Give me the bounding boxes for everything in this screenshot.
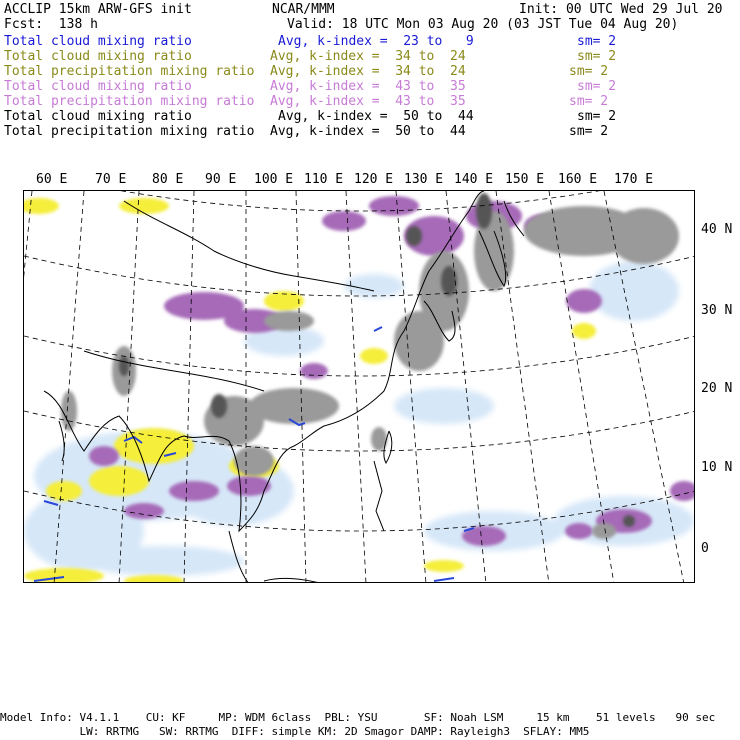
legend-sm: sm= 2: [569, 94, 609, 109]
legend-field: Total cloud mixing ratio: [4, 49, 192, 64]
model-info-line: Model Info: V4.1.1 CU: KF MP: WDM 6class PBL: YSU SF: Noah LSM 15 km 51 levels 90 sec: [0, 711, 716, 724]
legend-sm: sm= 2: [577, 34, 617, 49]
legend-sm: sm= 2: [577, 109, 617, 124]
lon-label: 110 E: [304, 172, 344, 187]
legend-sm: sm= 2: [577, 49, 617, 64]
model-info-footer: [0, 711, 740, 739]
legend-field: Total cloud mixing ratio: [4, 109, 192, 124]
lon-label: 60 E: [36, 172, 68, 187]
lon-label: 120 E: [354, 172, 394, 187]
lat-label: 20 N: [701, 381, 733, 396]
legend-field: Total precipitation mixing ratio: [4, 124, 255, 139]
lon-label: 130 E: [404, 172, 444, 187]
init-time: Init: 00 UTC Wed 29 Jul 20: [519, 2, 723, 17]
legend-avg: Avg, k-index = 43 to 35: [270, 94, 466, 109]
lon-label: 90 E: [205, 172, 237, 187]
lon-label: 100 E: [254, 172, 294, 187]
lon-label: 80 E: [152, 172, 184, 187]
center-title: NCAR/MMM: [272, 2, 335, 17]
legend-avg: Avg, k-index = 50 to 44: [270, 124, 466, 139]
legend-field: Total precipitation mixing ratio: [4, 94, 255, 109]
lat-label: 40 N: [701, 222, 733, 237]
lon-label: 70 E: [95, 172, 127, 187]
lon-label: 150 E: [505, 172, 545, 187]
lon-label: 160 E: [558, 172, 598, 187]
forecast-hour: Fcst: 138 h: [4, 17, 98, 32]
legend-field: Total cloud mixing ratio: [4, 34, 192, 49]
forecast-map: [23, 190, 695, 583]
legend-avg: Avg, k-index = 23 to 9: [278, 34, 474, 49]
legend-avg: Avg, k-index = 34 to 24: [270, 49, 466, 64]
legend-avg: Avg, k-index = 50 to 44: [278, 109, 474, 124]
lon-label: 170 E: [614, 172, 654, 187]
legend-sm: sm= 2: [577, 79, 617, 94]
legend-field: Total cloud mixing ratio: [4, 79, 192, 94]
legend-sm: sm= 2: [569, 64, 609, 79]
legend-avg: Avg, k-index = 43 to 35: [270, 79, 466, 94]
lat-label: 0: [701, 541, 709, 556]
legend-sm: sm= 2: [569, 124, 609, 139]
legend-avg: Avg, k-index = 34 to 24: [270, 64, 466, 79]
model-info-line: LW: RRTMG SW: RRTMG DIFF: simple KM: 2D Smagor DAMP: Rayleigh3 SFLAY: MM5: [0, 725, 590, 738]
lat-label: 30 N: [701, 303, 733, 318]
lat-label: 10 N: [701, 460, 733, 475]
legend-field: Total precipitation mixing ratio: [4, 64, 255, 79]
map-canvas: [24, 191, 695, 583]
valid-time: Valid: 18 UTC Mon 03 Aug 20 (03 JST Tue 04 Aug 20): [287, 17, 679, 32]
lon-label: 140 E: [454, 172, 494, 187]
model-title: ACCLIP 15km ARW-GFS init: [4, 2, 192, 17]
